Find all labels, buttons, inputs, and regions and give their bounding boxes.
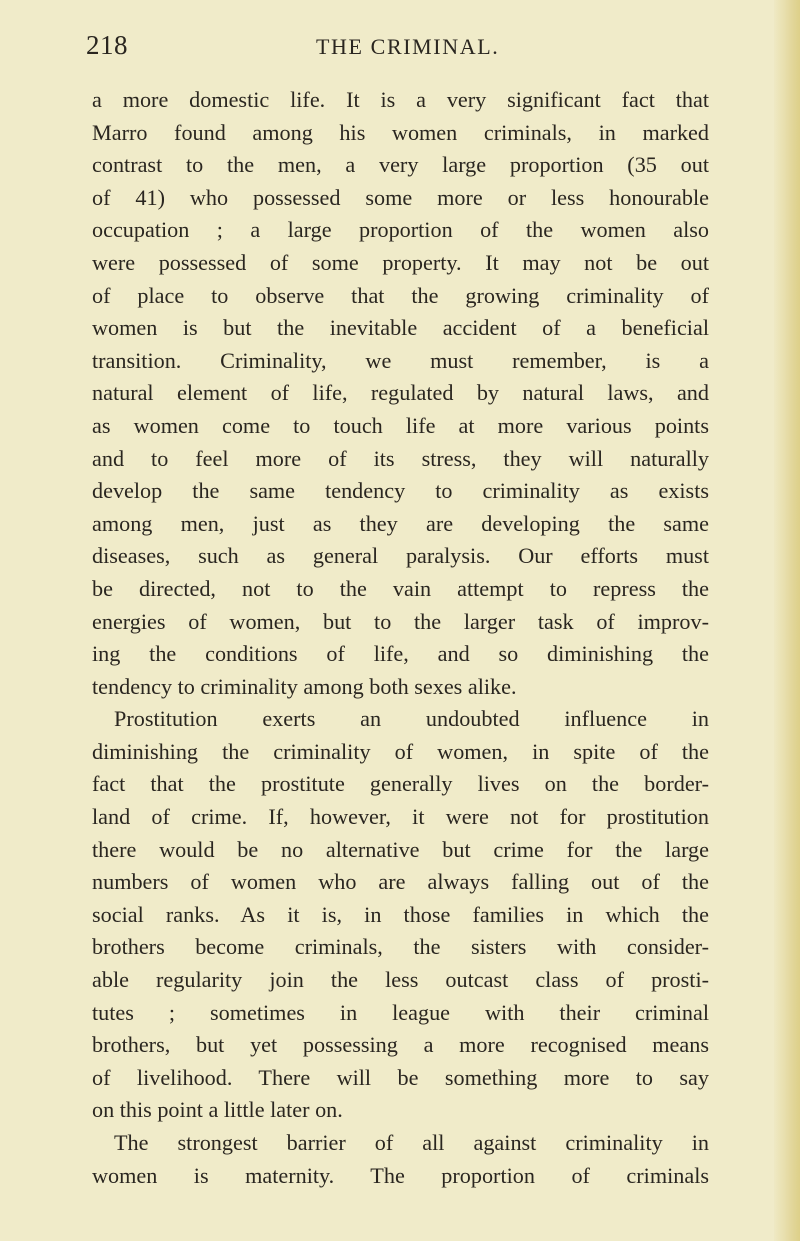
text-line: natural element of life, regulated by natural laws, and xyxy=(92,380,709,406)
running-head xyxy=(86,30,722,70)
text-line: tendency to criminality among both sexes alike. xyxy=(92,673,517,699)
text-line: transition. Criminality, we must remember, is a xyxy=(92,347,709,373)
text-line: of place to observe that the growing criminality of xyxy=(92,282,709,308)
text-line: as women come to touch life at more various points xyxy=(92,412,709,438)
text-line: brothers become criminals, the sisters with consider- xyxy=(92,934,709,960)
text-line: diminishing the criminality of women, in spite of the xyxy=(92,738,709,764)
text-line: energies of women, but to the larger task of improv- xyxy=(92,608,709,634)
text-line: women is but the inevitable accident of a beneficial xyxy=(92,315,709,341)
body-text xyxy=(92,84,709,1192)
text-line: tutes ; sometimes in league with their criminal xyxy=(92,999,709,1025)
text-line: a more domestic life. It is a very significant fact that xyxy=(92,87,709,112)
text-line: ing the conditions of life, and so diminishing the xyxy=(92,641,709,667)
text-line: numbers of women who are always falling out of the xyxy=(92,869,709,895)
text-line: contrast to the men, a very large proportion (35 out xyxy=(92,152,709,178)
text-line: social ranks. As it is, in those families in which the xyxy=(92,901,709,927)
page-edge xyxy=(774,0,800,1241)
text-line: and to feel more of its stress, they will naturally xyxy=(92,445,709,471)
text-line: The strongest barrier of all against criminality in xyxy=(114,1130,709,1155)
text-line: occupation ; a large proportion of the women also xyxy=(92,217,709,243)
text-line: diseases, such as general paralysis. Our efforts must xyxy=(92,543,709,569)
text-line: be directed, not to the vain attempt to repress the xyxy=(92,575,709,601)
text-line: women is maternity. The proportion of criminals xyxy=(92,1162,709,1188)
page-number: 218 xyxy=(86,30,128,60)
text-line: on this point a little later on. xyxy=(92,1097,343,1123)
text-line: among men, just as they are developing the same xyxy=(92,510,709,536)
text-line: of livelihood. There will be something more to say xyxy=(92,1064,709,1090)
text-line: fact that the prostitute generally lives on the border- xyxy=(92,771,709,797)
text-line: of 41) who possessed some more or less honourable xyxy=(92,184,709,210)
text-line: there would be no alternative but crime for the large xyxy=(92,836,709,862)
text-line: Prostitution exerts an undoubted influence in xyxy=(114,706,709,732)
text-line: develop the same tendency to criminality as exists xyxy=(92,478,709,504)
text-line: brothers, but yet possessing a more recognised means xyxy=(92,1032,709,1058)
text-line: able regularity join the less outcast class of prosti- xyxy=(92,967,709,993)
running-title: THE CRIMINAL. xyxy=(316,34,500,59)
text-line: Marro found among his women criminals, in marked xyxy=(92,119,709,145)
text-line: were possessed of some property. It may not be out xyxy=(92,249,709,275)
text-line: land of crime. If, however, it were not for prostitution xyxy=(92,804,709,830)
